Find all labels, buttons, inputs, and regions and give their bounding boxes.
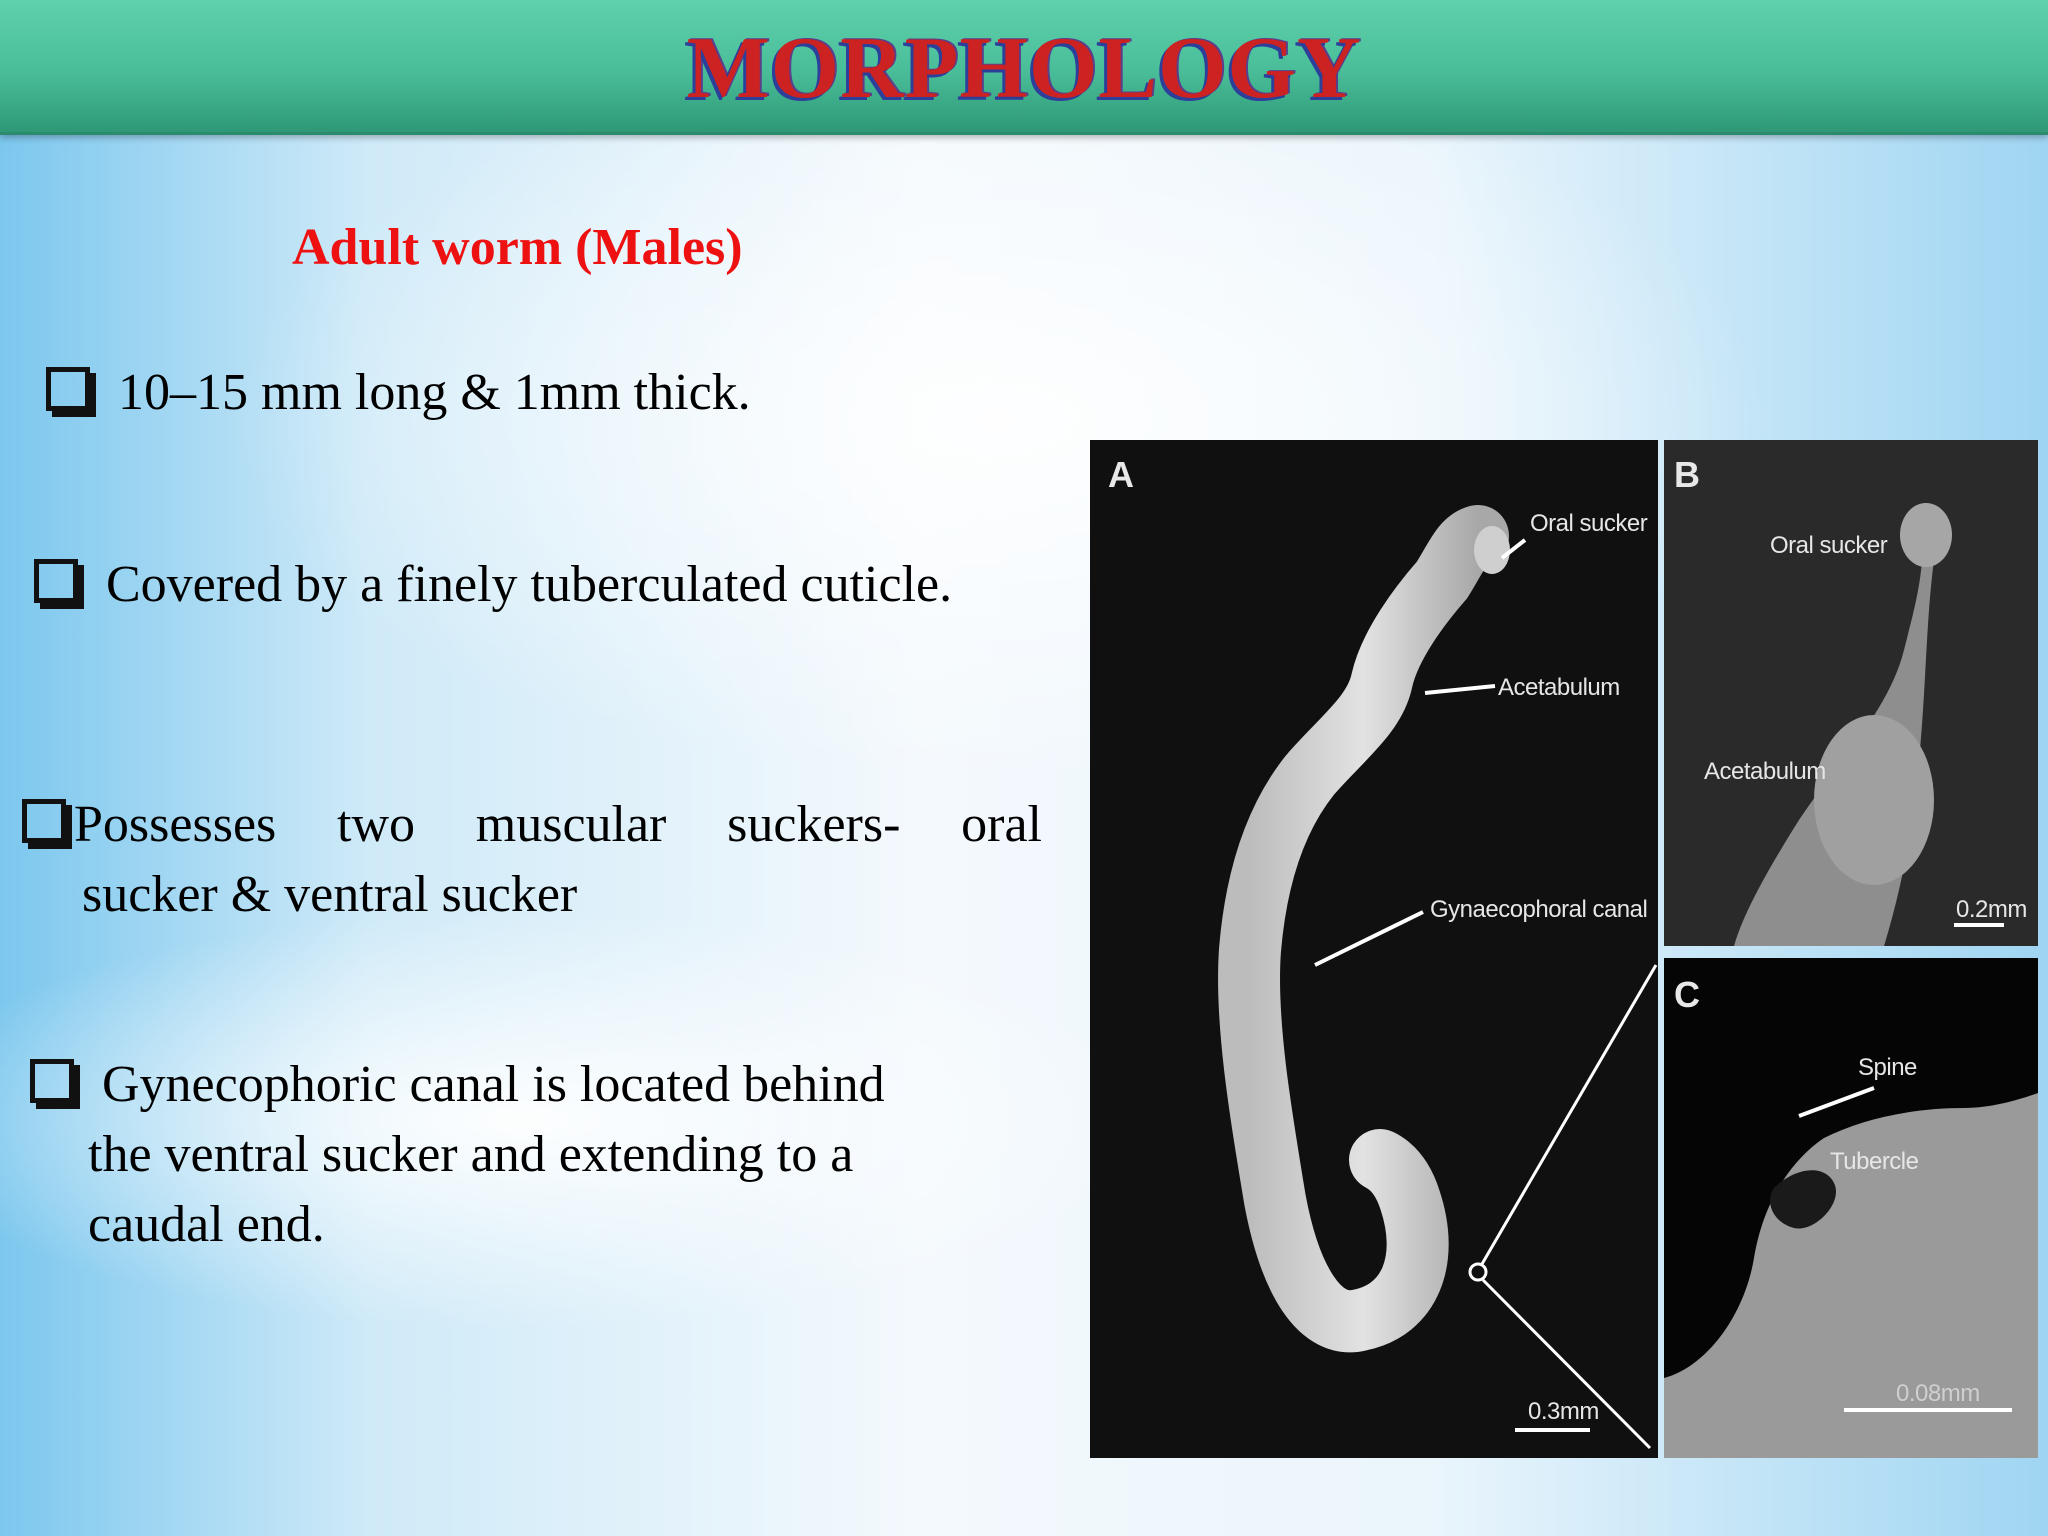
label-oral-sucker-a: Oral sucker bbox=[1530, 510, 1648, 537]
oral-sucker-shape bbox=[1900, 503, 1952, 567]
label-tubercle: Tubercle bbox=[1830, 1148, 1919, 1175]
bullet-suckers bbox=[22, 790, 1042, 930]
checkbox-icon bbox=[46, 367, 90, 411]
bullet-text-line3: caudal end. bbox=[88, 1196, 325, 1253]
worm-image-b bbox=[1664, 440, 2038, 946]
worm-image-a bbox=[1090, 440, 1658, 1458]
panel-letter-a: A bbox=[1108, 454, 1134, 495]
panel-letter-c: C bbox=[1674, 974, 1700, 1015]
figure-panel-b bbox=[1664, 440, 2038, 946]
oral-sucker-shape bbox=[1474, 526, 1510, 574]
checkbox-icon bbox=[34, 559, 78, 603]
label-acetabulum-a: Acetabulum bbox=[1498, 674, 1620, 701]
scale-label-a: 0.3mm bbox=[1528, 1398, 1599, 1425]
panel-letter-b: B bbox=[1674, 454, 1700, 495]
label-oral-sucker-b: Oral sucker bbox=[1770, 532, 1888, 559]
worm-body bbox=[1249, 536, 1478, 1321]
title-bar bbox=[0, 0, 2048, 135]
scale-label-c: 0.08mm bbox=[1896, 1380, 1980, 1407]
figure-panel-c bbox=[1664, 958, 2038, 1458]
slide-title: MORPHOLOGY bbox=[686, 20, 1362, 117]
bullet-text-line1: Possesses two muscular suckers- oral bbox=[74, 796, 1042, 853]
bullet-text-line2: sucker & ventral sucker bbox=[82, 866, 578, 923]
checkbox-icon bbox=[22, 799, 66, 843]
bullet-text: 10–15 mm long & 1mm thick. bbox=[118, 364, 751, 421]
bullet-text-line2: the ventral sucker and extending to a bbox=[88, 1126, 854, 1183]
bullet-size bbox=[46, 358, 751, 428]
bullet-gynecophoric bbox=[30, 1050, 885, 1260]
acetabulum-shape bbox=[1814, 715, 1934, 885]
label-gynaecophoral-canal: Gynaecophoral canal bbox=[1430, 896, 1648, 923]
scale-label-b: 0.2mm bbox=[1956, 896, 2027, 923]
figure-panel-a bbox=[1090, 440, 1658, 1458]
subtitle: Adult worm (Males) bbox=[292, 219, 743, 276]
bullet-text-line1: Gynecophoric canal is located behind bbox=[102, 1056, 885, 1113]
label-spine: Spine bbox=[1858, 1054, 1917, 1081]
bullet-text: Covered by a finely tuberculated cuticle. bbox=[106, 556, 953, 613]
checkbox-icon bbox=[30, 1059, 74, 1103]
tubercle-image-c bbox=[1664, 958, 2038, 1458]
bullet-cuticle bbox=[34, 550, 952, 620]
label-acetabulum-b: Acetabulum bbox=[1704, 758, 1826, 785]
